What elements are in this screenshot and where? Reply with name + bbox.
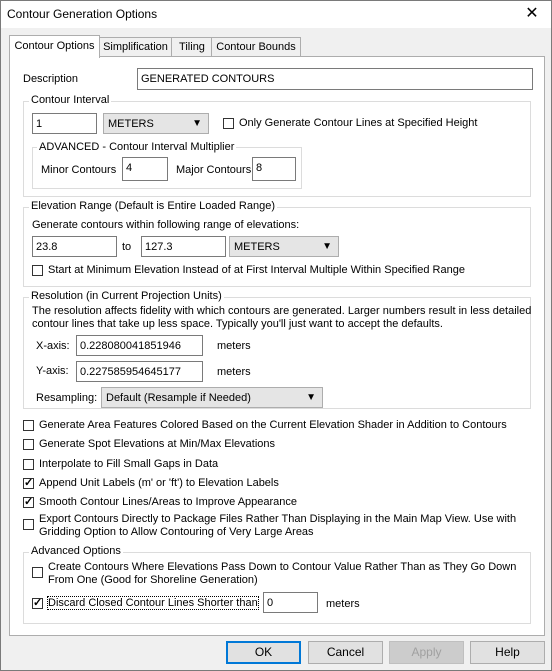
contour-interval-units-value: METERS bbox=[108, 118, 154, 130]
help-button[interactable]: Help bbox=[470, 641, 545, 664]
create-down-label-line1: Create Contours Where Elevations Pass Down to Contour Value Rather Than as They Go Down bbox=[48, 561, 517, 573]
spot-elevations-label: Generate Spot Elevations at Min/Max Elevations bbox=[39, 438, 276, 450]
discard-length-unit: meters bbox=[326, 598, 360, 610]
tab-contour-options[interactable]: Contour Options bbox=[9, 35, 100, 58]
interpolate-gaps-label: Interpolate to Fill Small Gaps in Data bbox=[39, 458, 219, 470]
resolution-description-line2: contour lines that take up less space. Typically you'll just want to accept the defaults. bbox=[32, 318, 443, 330]
elevation-units-value: METERS bbox=[234, 241, 280, 253]
resampling-label: Resampling: bbox=[36, 392, 98, 404]
discard-short-contours-label: Discard Closed Contour Lines Shorter than bbox=[48, 597, 258, 609]
export-package-label-line1: Export Contours Directly to Package Files Rather Than Displaying in the Main Map View. Use with bbox=[39, 513, 517, 525]
x-axis-unit: meters bbox=[217, 340, 251, 352]
minor-contours-input[interactable]: 4 bbox=[122, 157, 168, 181]
chevron-down-icon: ▼ bbox=[192, 118, 202, 129]
y-axis-unit: meters bbox=[217, 366, 251, 378]
x-axis-label: X-axis: bbox=[36, 340, 70, 352]
description-input[interactable]: GENERATED CONTOURS bbox=[137, 68, 533, 90]
window-title: Contour Generation Options bbox=[7, 7, 158, 21]
create-down-label-line2: From One (Good for Shoreline Generation) bbox=[48, 574, 258, 586]
tab-contour-bounds[interactable]: Contour Bounds bbox=[211, 37, 301, 57]
start-min-elevation-label: Start at Minimum Elevation Instead of at First Interval Multiple Within Specified Range bbox=[48, 264, 465, 276]
interpolate-gaps-checkbox[interactable] bbox=[23, 459, 34, 470]
contour-interval-title: Contour Interval bbox=[31, 94, 110, 106]
resampling-select[interactable] bbox=[101, 387, 323, 408]
only-specified-height-checkbox[interactable] bbox=[223, 118, 234, 129]
elevation-units-select[interactable] bbox=[229, 236, 339, 257]
ok-button[interactable]: OK bbox=[226, 641, 301, 664]
title-bar bbox=[1, 1, 551, 28]
discard-short-contours-checkbox[interactable] bbox=[32, 598, 43, 609]
elevation-max-input[interactable]: 127.3 bbox=[141, 236, 226, 257]
tab-panel-contour-options bbox=[9, 56, 545, 636]
smooth-contours-checkbox[interactable] bbox=[23, 497, 34, 508]
y-axis-label: Y-axis: bbox=[36, 365, 69, 377]
x-axis-input[interactable]: 0.228080041851946 bbox=[76, 335, 203, 356]
resampling-value: Default (Resample if Needed) bbox=[106, 392, 251, 404]
contour-interval-units-select[interactable] bbox=[103, 113, 209, 134]
close-icon[interactable]: ✕ bbox=[525, 5, 539, 22]
resolution-title: Resolution (in Current Projection Units) bbox=[31, 290, 222, 302]
elevation-min-input[interactable]: 23.8 bbox=[32, 236, 117, 257]
discard-length-input[interactable]: 0 bbox=[263, 592, 318, 613]
start-min-elevation-checkbox[interactable] bbox=[32, 265, 43, 276]
cancel-button[interactable]: Cancel bbox=[308, 641, 383, 664]
append-unit-labels-label: Append Unit Labels (m' or 'ft') to Elevation Labels bbox=[39, 477, 279, 489]
description-label: Description bbox=[23, 73, 79, 85]
y-axis-input[interactable]: 0.227585954645177 bbox=[76, 361, 203, 382]
contour-interval-input[interactable]: 1 bbox=[32, 113, 97, 134]
resolution-description-line1: The resolution affects fidelity with which contours are generated. Larger numbers result in less detailed bbox=[32, 305, 532, 317]
elevation-range-instructions: Generate contours within following range of elevations: bbox=[32, 219, 300, 231]
tab-tiling[interactable]: Tiling bbox=[171, 37, 213, 57]
elevation-to-label: to bbox=[122, 241, 132, 253]
chevron-down-icon: ▼ bbox=[306, 392, 316, 403]
advanced-multiplier-title: ADVANCED - Contour Interval Multiplier bbox=[39, 141, 235, 153]
create-down-checkbox[interactable] bbox=[32, 567, 43, 578]
elevation-range-title: Elevation Range (Default is Entire Loaded Range) bbox=[31, 200, 275, 212]
append-unit-labels-checkbox[interactable] bbox=[23, 478, 34, 489]
area-features-label: Generate Area Features Colored Based on the Current Elevation Shader in Addition to Contours bbox=[39, 419, 507, 431]
smooth-contours-label: Smooth Contour Lines/Areas to Improve Appearance bbox=[39, 496, 298, 508]
apply-button[interactable]: Apply bbox=[389, 641, 464, 664]
spot-elevations-checkbox[interactable] bbox=[23, 439, 34, 450]
major-contours-label: Major Contours bbox=[176, 164, 252, 176]
minor-contours-label: Minor Contours bbox=[41, 164, 117, 176]
major-contours-input[interactable]: 8 bbox=[252, 157, 296, 181]
tab-simplification[interactable]: Simplification bbox=[98, 37, 173, 57]
advanced-options-title: Advanced Options bbox=[31, 545, 121, 557]
export-package-label-line2: Gridding Option to Allow Contouring of Very Large Areas bbox=[39, 526, 314, 538]
export-package-checkbox[interactable] bbox=[23, 519, 34, 530]
only-specified-height-label: Only Generate Contour Lines at Specified Height bbox=[239, 117, 478, 129]
chevron-down-icon: ▼ bbox=[322, 241, 332, 252]
area-features-checkbox[interactable] bbox=[23, 420, 34, 431]
